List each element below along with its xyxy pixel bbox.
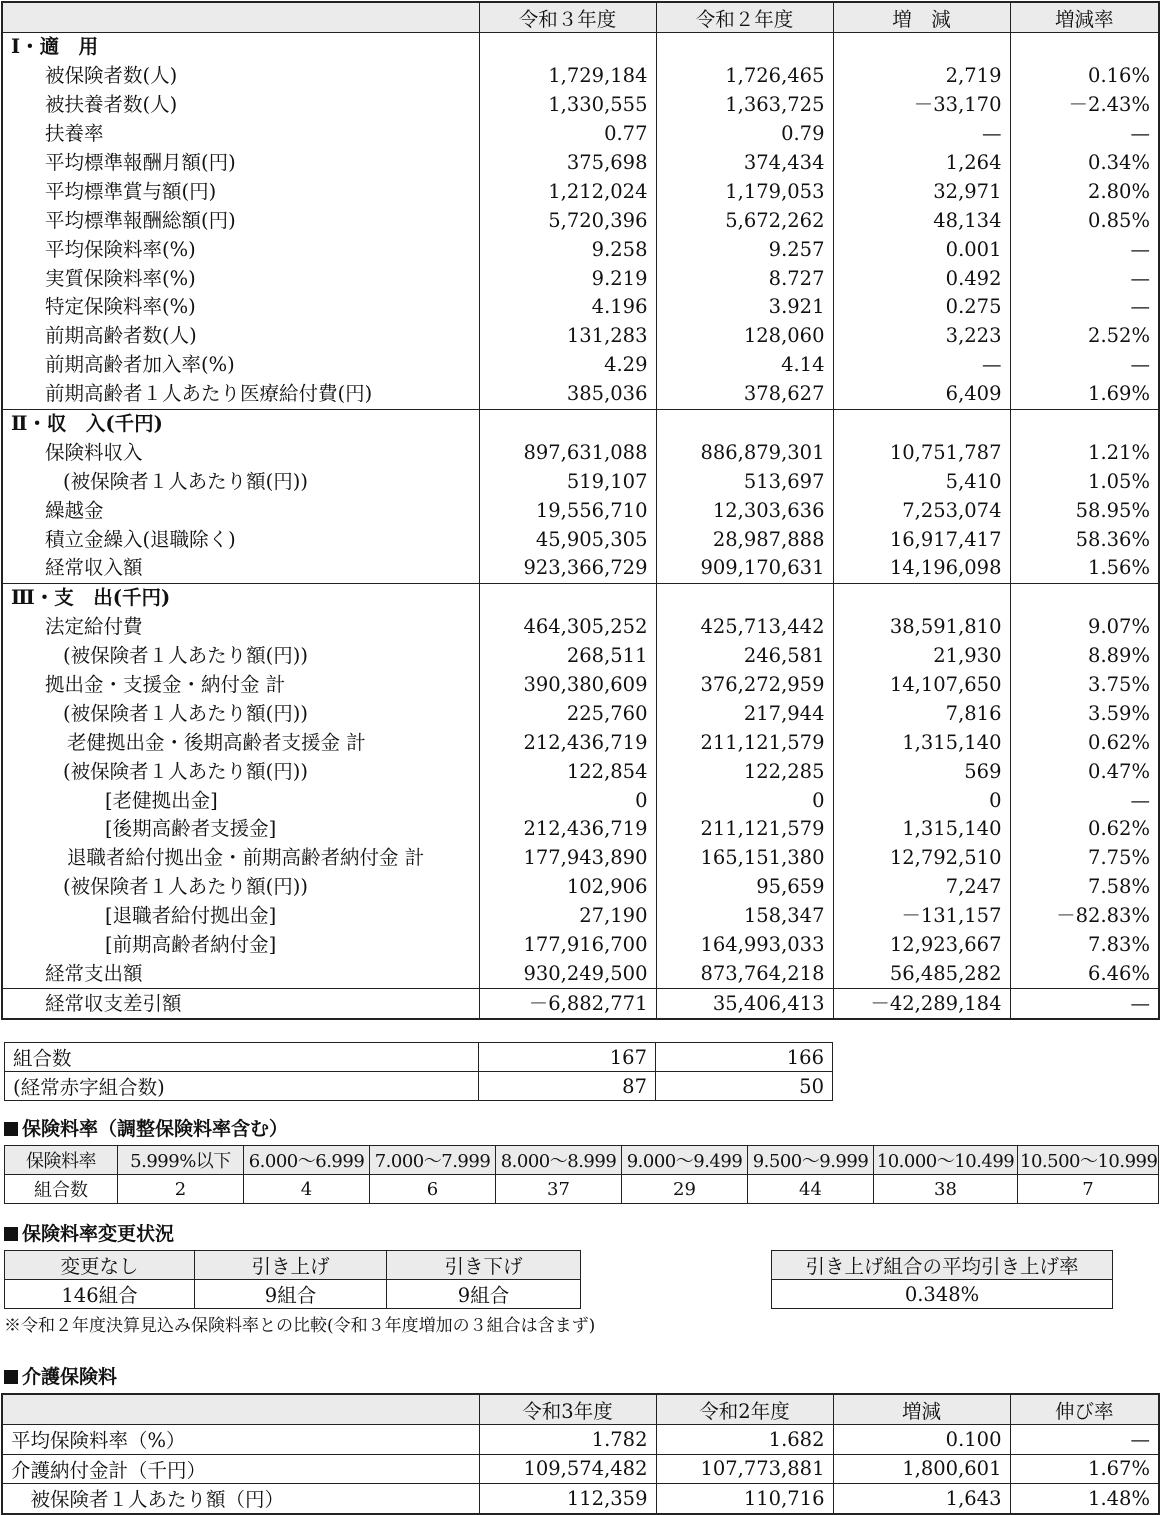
table-row — [2, 671, 1159, 700]
value-rate: — — [1010, 351, 1159, 380]
value-r2: 28,987,888 — [656, 525, 833, 554]
value-diff: 48,134 — [833, 206, 1010, 235]
value-r2: 378,627 — [656, 380, 833, 409]
value-r2: 513,697 — [656, 467, 833, 496]
main-header-r3: 令和３年度 — [479, 2, 656, 33]
row-label: 実質保険料率(%) — [2, 264, 479, 293]
table-row — [2, 786, 1159, 815]
change-header-row — [5, 1251, 581, 1280]
rate-count-cell: 44 — [748, 1175, 874, 1204]
value-diff: 16,917,417 — [833, 525, 1010, 554]
rate-count-cell: 2 — [118, 1175, 244, 1204]
value-r2: 95,659 — [656, 873, 833, 902]
value-diff: — — [833, 120, 1010, 149]
value-rate: 6.46% — [1010, 960, 1159, 989]
value-rate: 3.75% — [1010, 671, 1159, 700]
no-change-header: 変更なし — [5, 1251, 195, 1280]
row-label: 被保険者数(人) — [2, 62, 479, 91]
value-r3: 102,906 — [479, 873, 656, 902]
no-change-value: 146組合 — [5, 1280, 195, 1309]
value-rate: 1.67% — [1010, 1454, 1159, 1484]
row-label: 繰越金 — [2, 496, 479, 525]
rate-range-cell: 8.000〜8.999 — [496, 1146, 622, 1175]
row-label: 平均保険料率（%） — [2, 1425, 479, 1455]
value-r2: 374,434 — [656, 149, 833, 178]
lower-value: 9組合 — [387, 1280, 581, 1309]
value-r2: 9.257 — [656, 235, 833, 264]
table-row — [2, 235, 1159, 264]
value-diff — [833, 409, 1010, 438]
table-row — [2, 728, 1159, 757]
value-r3: 930,249,500 — [479, 960, 656, 989]
row-label: 前期高齢者１人あたり医療給付費(円) — [2, 380, 479, 409]
table-row — [2, 206, 1159, 235]
row-label: 平均標準報酬総額(円) — [2, 206, 479, 235]
value-r2 — [656, 409, 833, 438]
value-diff: 7,816 — [833, 699, 1010, 728]
table-row — [2, 757, 1159, 786]
row-label: (被保険者１人あたり額(円)) — [2, 642, 479, 671]
rate-range-cell: 9.000〜9.499 — [622, 1146, 748, 1175]
value-r2: 3.921 — [656, 293, 833, 322]
value-r2: 8.727 — [656, 264, 833, 293]
row-label: (被保険者１人あたり額(円)) — [2, 699, 479, 728]
value-r2: 1,363,725 — [656, 91, 833, 120]
value-diff: 0.001 — [833, 235, 1010, 264]
value-rate: 7.83% — [1010, 931, 1159, 960]
value-r2: 217,944 — [656, 699, 833, 728]
value-r3: 385,036 — [479, 380, 656, 409]
table-row — [2, 293, 1159, 322]
row-label: 老健拠出金・後期高齢者支援金 計 — [2, 728, 479, 757]
value-rate: — — [1010, 293, 1159, 322]
value-diff: — — [833, 351, 1010, 380]
value-rate: 2.80% — [1010, 177, 1159, 206]
value-r2: 122,285 — [656, 757, 833, 786]
change-section-title — [4, 1219, 174, 1246]
row-label: Ⅲ・支 出(千円) — [2, 583, 479, 612]
value-rate: 0.16% — [1010, 62, 1159, 91]
table-row — [2, 1425, 1159, 1455]
value-r3: 177,943,890 — [479, 844, 656, 873]
value-rate: 9.07% — [1010, 613, 1159, 642]
value-r3: 19,556,710 — [479, 496, 656, 525]
rate-range-cell: 7.000〜7.999 — [370, 1146, 496, 1175]
value-rate: －2.43% — [1010, 91, 1159, 120]
value-r3: 109,574,482 — [479, 1454, 656, 1484]
row-label: 平均保険料率(%) — [2, 235, 479, 264]
value-rate: 1.05% — [1010, 467, 1159, 496]
value-rate: 0.85% — [1010, 206, 1159, 235]
rate-change-table — [4, 1250, 581, 1309]
kaigo-header-r2: 令和2年度 — [656, 1394, 833, 1425]
value-diff: 12,923,667 — [833, 931, 1010, 960]
main-header-row — [2, 2, 1159, 33]
table-row — [2, 496, 1159, 525]
value-rate: — — [1010, 120, 1159, 149]
table-row — [5, 1043, 833, 1072]
value-rate: 0.34% — [1010, 149, 1159, 178]
section-row — [2, 409, 1159, 438]
row-label: 被扶養者数(人) — [2, 91, 479, 120]
value-r3: 45,905,305 — [479, 525, 656, 554]
table-row — [2, 873, 1159, 902]
comparison-note: ※令和２年度決算見込み保険料率との比較(令和３年度増加の３組合は含まず) — [4, 1316, 596, 1336]
rate-count-cell: 6 — [370, 1175, 496, 1204]
row-label: 経常収入額 — [2, 554, 479, 583]
row-label: [後期高齢者支援金] — [2, 815, 479, 844]
table-row — [2, 380, 1159, 409]
table-row — [2, 931, 1159, 960]
value-diff: 1,315,140 — [833, 815, 1010, 844]
value-r3: 375,698 — [479, 149, 656, 178]
value-r2: 909,170,631 — [656, 554, 833, 583]
value-diff: 0.492 — [833, 264, 1010, 293]
row-label: 平均標準賞与額(円) — [2, 177, 479, 206]
value-r3: 0 — [479, 786, 656, 815]
value-r2: 4.14 — [656, 351, 833, 380]
union-count-table — [4, 1042, 833, 1101]
row-label: [老健拠出金] — [2, 786, 479, 815]
value-r2: 35,406,413 — [656, 989, 833, 1019]
rate-count-cell: 29 — [622, 1175, 748, 1204]
table-row — [2, 438, 1159, 467]
row-label: (被保険者１人あたり額(円)) — [2, 467, 479, 496]
value-rate: 0.47% — [1010, 757, 1159, 786]
deficit-count-label: (経常赤字組合数) — [5, 1072, 479, 1101]
value-rate: 2.52% — [1010, 322, 1159, 351]
value-diff: 0.275 — [833, 293, 1010, 322]
kaigo-header-row — [2, 1394, 1159, 1425]
value-r3: 0.77 — [479, 120, 656, 149]
value-r3: 177,916,700 — [479, 931, 656, 960]
row-label: 扶養率 — [2, 120, 479, 149]
value-rate: 58.95% — [1010, 496, 1159, 525]
rate-count-cell: 37 — [496, 1175, 622, 1204]
value-diff: 3,223 — [833, 322, 1010, 351]
table-row — [2, 613, 1159, 642]
value-rate: 1.48% — [1010, 1484, 1159, 1514]
union-count-label: 組合数 — [5, 1043, 479, 1072]
table-row — [2, 699, 1159, 728]
value-diff: 14,107,650 — [833, 671, 1010, 700]
row-label: 拠出金・支援金・納付金 計 — [2, 671, 479, 700]
value-r2: 1.682 — [656, 1425, 833, 1455]
value-diff: 7,253,074 — [833, 496, 1010, 525]
row-label: (被保険者１人あたり額(円)) — [2, 873, 479, 902]
value-r2: 211,121,579 — [656, 728, 833, 757]
value-r3 — [479, 33, 656, 62]
kaigo-section-title — [4, 1362, 117, 1389]
value-rate: 0.62% — [1010, 815, 1159, 844]
value-r2: 164,993,033 — [656, 931, 833, 960]
value-r2: 886,879,301 — [656, 438, 833, 467]
value-r2: 246,581 — [656, 642, 833, 671]
table-row — [2, 322, 1159, 351]
row-label: 介護納付金計（千円） — [2, 1454, 479, 1484]
value-r3: 131,283 — [479, 322, 656, 351]
value-r2: 211,121,579 — [656, 815, 833, 844]
table-row — [2, 177, 1159, 206]
table-row — [2, 554, 1159, 583]
value-rate: 1.21% — [1010, 438, 1159, 467]
value-diff: －42,289,184 — [833, 989, 1010, 1019]
value-rate: 8.89% — [1010, 642, 1159, 671]
table-row — [2, 902, 1159, 931]
value-rate: 7.75% — [1010, 844, 1159, 873]
value-diff: 12,792,510 — [833, 844, 1010, 873]
value-rate: — — [1010, 786, 1159, 815]
row-label: 前期高齢者加入率(%) — [2, 351, 479, 380]
value-diff: 21,930 — [833, 642, 1010, 671]
value-rate: 1.56% — [1010, 554, 1159, 583]
value-r2: 873,764,218 — [656, 960, 833, 989]
rate-count-cell: 4 — [244, 1175, 370, 1204]
value-r2: 12,303,636 — [656, 496, 833, 525]
value-r2: 128,060 — [656, 322, 833, 351]
main-settlement-table — [1, 1, 1160, 1020]
section-row — [2, 33, 1159, 62]
rate-range-row — [5, 1146, 1159, 1175]
main-header-label — [2, 2, 479, 33]
table-row — [2, 62, 1159, 91]
table-row — [2, 1454, 1159, 1484]
change-title-text: 保険料率変更状況 — [22, 1223, 175, 1245]
value-diff: 1,643 — [833, 1484, 1010, 1514]
deficit-count-r2: 50 — [656, 1072, 833, 1101]
value-r2: 425,713,442 — [656, 613, 833, 642]
average-raise-header: 引き上げ組合の平均引き上げ率 — [772, 1251, 1113, 1280]
value-r3: 9.219 — [479, 264, 656, 293]
value-rate: －82.83% — [1010, 902, 1159, 931]
raise-header: 引き上げ — [195, 1251, 387, 1280]
row-label: 保険料収入 — [2, 438, 479, 467]
value-rate: 58.36% — [1010, 525, 1159, 554]
square-bullet-icon — [4, 1122, 18, 1136]
value-r2 — [656, 583, 833, 612]
table-row — [2, 844, 1159, 873]
value-diff: 6,409 — [833, 380, 1010, 409]
value-diff: 14,196,098 — [833, 554, 1010, 583]
value-diff: －33,170 — [833, 91, 1010, 120]
square-bullet-icon — [4, 1227, 18, 1241]
value-diff: 38,591,810 — [833, 613, 1010, 642]
value-r3: 122,854 — [479, 757, 656, 786]
value-diff: 56,485,282 — [833, 960, 1010, 989]
rate-range-cell: 5.999%以下 — [118, 1146, 244, 1175]
rates-title-text: 保険料率（調整保険料率含む） — [22, 1118, 289, 1140]
main-header-r2: 令和２年度 — [656, 2, 833, 33]
value-rate: 3.59% — [1010, 699, 1159, 728]
value-r3: 268,511 — [479, 642, 656, 671]
value-r2: 1,179,053 — [656, 177, 833, 206]
table-row — [2, 989, 1159, 1019]
value-r3: 225,760 — [479, 699, 656, 728]
value-r2: 110,716 — [656, 1484, 833, 1514]
deficit-count-r3: 87 — [479, 1072, 656, 1101]
value-r2: 1,726,465 — [656, 62, 833, 91]
table-row — [2, 149, 1159, 178]
rate-range-cell: 9.500〜9.999 — [748, 1146, 874, 1175]
value-r3: 923,366,729 — [479, 554, 656, 583]
kaigo-header-r3: 令和3年度 — [479, 1394, 656, 1425]
value-r3: 1,212,024 — [479, 177, 656, 206]
value-r3: 897,631,088 — [479, 438, 656, 467]
value-r3: 4.196 — [479, 293, 656, 322]
rate-count-cell: 38 — [874, 1175, 1018, 1204]
value-r3 — [479, 583, 656, 612]
table-row — [2, 264, 1159, 293]
value-r2: 0.79 — [656, 120, 833, 149]
value-diff: 5,410 — [833, 467, 1010, 496]
value-r3: －6,882,771 — [479, 989, 656, 1019]
value-r3: 1,330,555 — [479, 91, 656, 120]
value-r3: 390,380,609 — [479, 671, 656, 700]
value-r3: 464,305,252 — [479, 613, 656, 642]
main-header-diff: 増 減 — [833, 2, 1010, 33]
table-row — [2, 91, 1159, 120]
union-count-r2: 166 — [656, 1043, 833, 1072]
value-rate: — — [1010, 989, 1159, 1019]
value-r3: 519,107 — [479, 467, 656, 496]
value-r3: 1,729,184 — [479, 62, 656, 91]
value-r2: 165,151,380 — [656, 844, 833, 873]
row-label: 被保険者１人あたり額（円） — [2, 1484, 479, 1514]
rate-distribution-table — [4, 1145, 1159, 1204]
value-rate — [1010, 583, 1159, 612]
value-r3: 9.258 — [479, 235, 656, 264]
row-label: 特定保険料率(%) — [2, 293, 479, 322]
lower-header: 引き下げ — [387, 1251, 581, 1280]
rate-count-cell: 7 — [1018, 1175, 1159, 1204]
value-rate: — — [1010, 264, 1159, 293]
row-label: 退職者給付拠出金・前期高齢者納付金 計 — [2, 844, 479, 873]
table-row — [2, 815, 1159, 844]
value-rate: 0.62% — [1010, 728, 1159, 757]
section-row — [2, 583, 1159, 612]
value-rate — [1010, 409, 1159, 438]
main-header-rate: 増減率 — [1010, 2, 1159, 33]
count-row-header: 組合数 — [5, 1175, 118, 1204]
row-label: Ⅱ・収 入(千円) — [2, 409, 479, 438]
rate-count-row — [5, 1175, 1159, 1204]
table-row — [2, 642, 1159, 671]
rates-section-title — [4, 1114, 288, 1141]
row-label: Ⅰ・適 用 — [2, 33, 479, 62]
value-diff: 1,264 — [833, 149, 1010, 178]
rate-range-cell: 6.000〜6.999 — [244, 1146, 370, 1175]
value-r3 — [479, 409, 656, 438]
value-r2: 0 — [656, 786, 833, 815]
value-diff: 0.100 — [833, 1425, 1010, 1455]
kaigo-title-text: 介護保険料 — [22, 1366, 118, 1388]
row-label: 平均標準報酬月額(円) — [2, 149, 479, 178]
table-row — [2, 351, 1159, 380]
value-rate — [1010, 33, 1159, 62]
value-rate: — — [1010, 1425, 1159, 1455]
kaigo-header-rate: 伸び率 — [1010, 1394, 1159, 1425]
average-raise-value: 0.348% — [772, 1280, 1113, 1309]
value-r3: 1.782 — [479, 1425, 656, 1455]
rate-range-cell: 10.500〜10.999 — [1018, 1146, 1159, 1175]
table-row — [2, 1484, 1159, 1514]
value-rate: — — [1010, 235, 1159, 264]
kaigo-header-label — [2, 1394, 479, 1425]
row-label: [前期高齢者納付金] — [2, 931, 479, 960]
raise-value: 9組合 — [195, 1280, 387, 1309]
value-diff — [833, 583, 1010, 612]
value-r2 — [656, 33, 833, 62]
value-diff: 1,315,140 — [833, 728, 1010, 757]
row-label: [退職者給付拠出金] — [2, 902, 479, 931]
square-bullet-icon — [4, 1370, 18, 1384]
row-label: 法定給付費 — [2, 613, 479, 642]
value-diff: 32,971 — [833, 177, 1010, 206]
table-row — [2, 467, 1159, 496]
kaigo-header-diff: 増減 — [833, 1394, 1010, 1425]
value-r2: 376,272,959 — [656, 671, 833, 700]
table-row — [772, 1280, 1113, 1309]
value-r2: 158,347 — [656, 902, 833, 931]
care-insurance-table — [1, 1393, 1160, 1515]
value-diff: 10,751,787 — [833, 438, 1010, 467]
average-raise-table — [771, 1250, 1113, 1309]
value-r3: 4.29 — [479, 351, 656, 380]
value-r3: 112,359 — [479, 1484, 656, 1514]
value-diff: 0 — [833, 786, 1010, 815]
value-r3: 5,720,396 — [479, 206, 656, 235]
value-diff: 1,800,601 — [833, 1454, 1010, 1484]
row-label: 経常収支差引額 — [2, 989, 479, 1019]
value-diff: 2,719 — [833, 62, 1010, 91]
row-label: 積立金繰入(退職除く) — [2, 525, 479, 554]
value-diff: 7,247 — [833, 873, 1010, 902]
table-row — [2, 120, 1159, 149]
rate-range-cell: 10.000〜10.499 — [874, 1146, 1018, 1175]
row-label: 経常支出額 — [2, 960, 479, 989]
table-row — [2, 960, 1159, 989]
row-label: 前期高齢者数(人) — [2, 322, 479, 351]
table-row — [2, 525, 1159, 554]
union-count-r3: 167 — [479, 1043, 656, 1072]
value-r3: 212,436,719 — [479, 815, 656, 844]
value-diff — [833, 33, 1010, 62]
value-rate: 7.58% — [1010, 873, 1159, 902]
rate-row-header: 保険料率 — [5, 1146, 118, 1175]
change-value-row — [5, 1280, 581, 1309]
value-r2: 5,672,262 — [656, 206, 833, 235]
value-r3: 27,190 — [479, 902, 656, 931]
value-r3: 212,436,719 — [479, 728, 656, 757]
table-row — [772, 1251, 1113, 1280]
row-label: (被保険者１人あたり額(円)) — [2, 757, 479, 786]
value-diff: －131,157 — [833, 902, 1010, 931]
value-diff: 569 — [833, 757, 1010, 786]
table-row — [5, 1072, 833, 1101]
value-r2: 107,773,881 — [656, 1454, 833, 1484]
value-rate: 1.69% — [1010, 380, 1159, 409]
